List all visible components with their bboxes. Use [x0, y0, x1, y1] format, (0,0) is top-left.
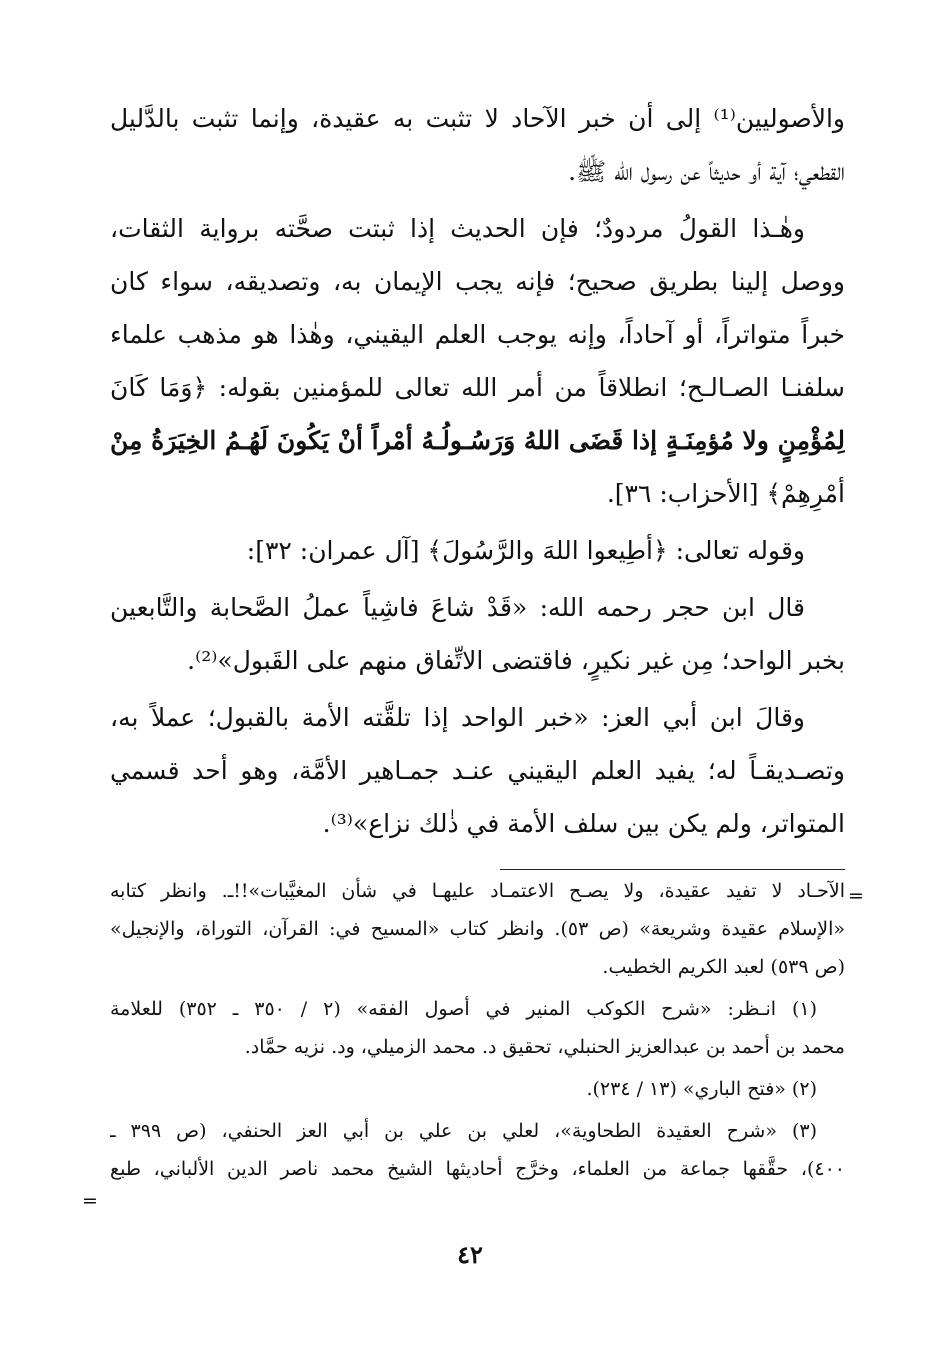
body-line: بخبر الواحد؛ مِن غير نكيرٍ، فاقتضى الاتِّفاق منهم على القَبول»⁽²⁾.	[187, 646, 845, 675]
footnote-line: (١) انـظر: «شرح الكوكب المنير في أصول الفقه» (٢ / ٣٥٠ ـ ٣٥٢) للعلامة	[110, 998, 817, 1020]
footnote-continuation-mark: =	[848, 885, 864, 907]
body-line: وقالَ ابن أبي العز: «خبر الواحد إذا تلقَّته الأمة بالقبول؛ عملاً به،	[110, 703, 805, 732]
body-line: المتواتر، ولم يكن بين سلف الأمة في ذٰلك نزاع»⁽³⁾.	[322, 809, 845, 838]
footnote-line: (ص ٥٣٩) لعبد الكريم الخطيب.	[602, 956, 845, 978]
footnote-line: (٣) «شرح العقيدة الطحاوية»، لعلي بن علي بن أبي العز الحنفي، (ص ٣٩٩ ـ	[110, 1120, 818, 1142]
page-number: ٤٢	[457, 1240, 483, 1269]
footnote-line: «الإسلام عقيدة وشريعة» (ص ٥٣). وانظر كتاب «المسيح في: القرآن، التوراة، والإنجيل»	[110, 918, 845, 940]
footnote-continuation-mark: =	[82, 1190, 98, 1212]
body-line: وتصـديقـاً له؛ يفيد العلم اليقيني عنـد جمـاهير الأمَّة، وهو أحد قسمي	[110, 756, 845, 785]
footnotes	[110, 872, 845, 1188]
body-line: أمْرِهِمْ﴾ [الأحزاب: ٣٦].	[606, 479, 845, 508]
footnote-line: الآحـاد لا تفيد عقيدة، ولا يصـح الاعتمـاد عليهـا في شأن المغيَّبات»!!ـ. وانظر كتابه	[110, 880, 845, 902]
footnote-separator	[500, 869, 845, 870]
body-line: خبراً متواتراً، أو آحاداً، وإنه يوجب العلم اليقيني، وهٰذا هو مذهب علماء	[110, 320, 845, 349]
footnote-line: محمد بن أحمد بن عبدالعزيز الحنبلي، تحقيق د. محمد الزميلي، ود. نزيه حمَّاد.	[244, 1036, 845, 1058]
quran-verse-line: لِمُؤْمِنٍ ولا مُؤمِنَـةٍ إذا قَضَى اللهُ وَرَسُـولُـهُ أمْراً أنْ يَكُونَ لَهُـمُ الخِيَرَةُ مِنْ	[110, 426, 845, 455]
body-line: القطعي؛ آية أو حديثاً عن رسول الله ﷺ.	[568, 157, 845, 186]
body-line: والأصوليين⁽¹⁾ إلى أن خبر الآحاد لا تثبت به عقيدة، وإنما تثبت بالدَّليل	[110, 104, 845, 133]
body-line: ووصل إلينا بطريق صحيح؛ فإنه يجب الإيمان به، وتصديقه، سواء كان	[110, 267, 845, 296]
footnote-line: ٤٠٠)، حقَّقها جماعة من العلماء، وخرَّج أحاديثها الشيخ محمد ناصر الدين الألباني، طبع	[110, 1158, 845, 1180]
footnote-line: (٢) «فتح الباري» (١٣ / ٢٣٤).	[586, 1078, 817, 1100]
body-line: وهٰـذا القولُ مردودٌ؛ فإن الحديث إذا ثبتت صحَّته برواية الثقات،	[110, 214, 805, 243]
body-line: سلفنـا الصـالـح؛ انطلاقاً من أمر الله تعالى للمؤمنين بقوله: ﴿وَمَا كَانَ	[110, 373, 845, 402]
body-line: وقوله تعالى: ﴿أطِيعوا اللهَ والرَّسُولَ﴾ [آل عمران: ٣٢]:	[246, 536, 805, 565]
main-text	[110, 92, 845, 850]
body-line: قال ابن حجر رحمه الله: «قَدْ شاعَ فاشِياً عملُ الصَّحابة والتَّابعين	[110, 593, 805, 622]
